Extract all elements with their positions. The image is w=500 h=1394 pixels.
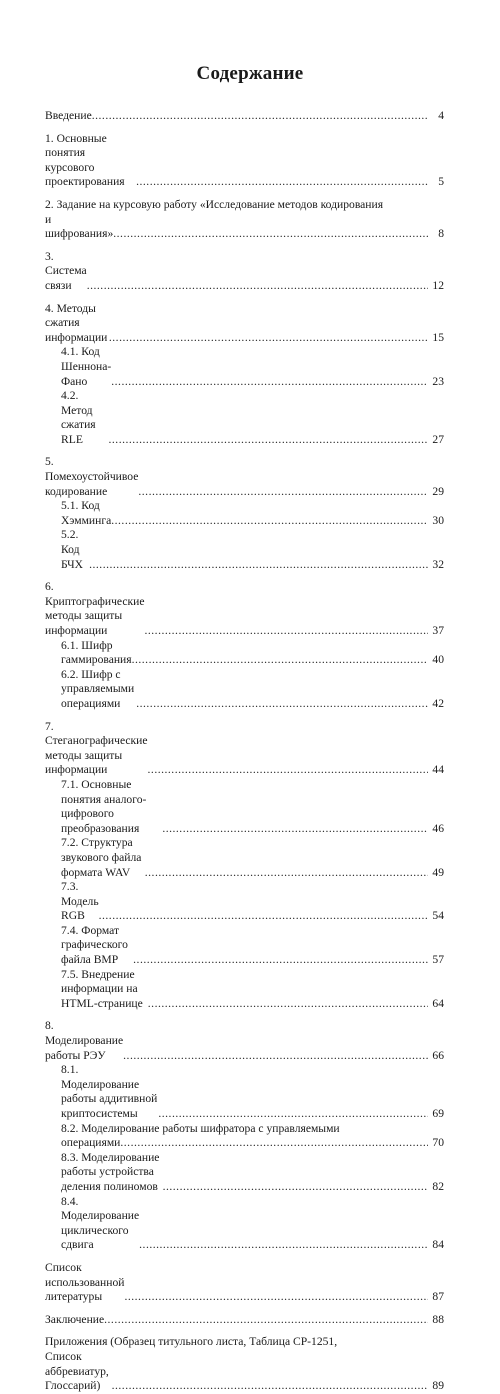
toc-entry-section-7-1 — [45, 778, 444, 836]
dot-leader — [112, 1379, 428, 1394]
page-title: Содержание — [196, 63, 304, 84]
dot-leader — [113, 227, 428, 242]
toc-page-number: 89 — [432, 1379, 444, 1393]
toc-page-number: 8 — [438, 227, 444, 241]
toc-entry-title-line1: Приложения (Образец титульного листа, Таблица СР-1251, — [45, 1335, 338, 1349]
toc-entry-section-2 — [45, 198, 444, 242]
toc-entry-conclusion — [45, 1313, 444, 1328]
toc-page-number: 44 — [432, 763, 444, 777]
toc-page-number: 29 — [432, 484, 444, 498]
toc-page-number: 37 — [432, 624, 444, 637]
toc-entry-section-7 — [45, 720, 444, 778]
toc-entry-section-8-2 — [45, 1122, 444, 1151]
dot-leader — [144, 624, 428, 639]
toc-entry-section-7-4 — [45, 924, 444, 968]
toc-entry-title-line2: операциями — [61, 1136, 121, 1150]
toc-entry-section-5 — [45, 455, 444, 499]
dot-leader — [148, 997, 428, 1012]
dot-leader — [133, 953, 428, 968]
toc-entry-title: 7.1. Основные понятия аналого-цифрового преобразования — [61, 777, 147, 835]
toc-page-number: 70 — [432, 1136, 444, 1150]
toc-page-number: 57 — [432, 953, 444, 967]
toc-page-number: 66 — [432, 1048, 444, 1062]
toc-entry-section-4-1 — [45, 345, 444, 389]
dot-leader — [99, 909, 428, 924]
toc-entry-section-8-3 — [45, 1151, 444, 1195]
toc-page-number: 15 — [432, 330, 444, 344]
toc-entry-section-5-1 — [45, 499, 444, 528]
toc-entry-section-4 — [45, 302, 444, 346]
dot-leader — [132, 653, 428, 668]
dot-leader — [163, 1180, 428, 1195]
dot-leader — [139, 1238, 428, 1253]
toc-entry-title: 8.4. Моделирование циклического сдвига — [61, 1194, 140, 1252]
toc-entry-section-5-2 — [45, 528, 444, 572]
toc-entry-title: 3. Система связи — [45, 249, 87, 292]
toc-entry-section-7-2 — [45, 836, 444, 880]
toc-page-number: 42 — [432, 696, 444, 710]
toc-entry-section-8-4 — [45, 1195, 444, 1253]
toc-page-number: 87 — [432, 1290, 444, 1304]
dot-leader — [92, 109, 428, 124]
dot-leader — [136, 175, 428, 190]
toc-entry-section-7-5 — [45, 968, 444, 1012]
toc-page-number: 82 — [432, 1179, 444, 1193]
dot-leader — [145, 866, 428, 881]
toc-page-number: 4 — [438, 109, 444, 122]
toc-entry-title: 7.3. Модель RGB — [61, 880, 99, 923]
toc-entry-title: 6.2. Шифр с управляемыми операциями — [61, 667, 135, 710]
toc-entry-title: 4. Методы сжатия информации — [45, 301, 108, 344]
toc-entry-title: 7.5. Внедрение информации на HTML-странице — [61, 967, 143, 1010]
dot-leader — [148, 763, 428, 778]
dot-leader — [124, 1290, 428, 1305]
toc-entry-title: Список использованной литературы — [45, 1260, 125, 1304]
toc-entry-title-line2: Список аббревиатур, Глоссарий) — [45, 1349, 109, 1393]
dot-leader — [136, 697, 428, 712]
toc-page-number: 30 — [432, 513, 444, 527]
dot-leader — [123, 1049, 428, 1064]
toc-entry-section-8-1 — [45, 1063, 444, 1121]
toc-entry-title: 7.2. Структура звукового файла формата WAV — [61, 836, 142, 879]
toc-page-number: 46 — [432, 821, 444, 835]
toc-entry-title: 4.2. Метод сжатия RLE — [61, 389, 96, 446]
toc-page-number: 27 — [432, 432, 444, 446]
dot-leader — [87, 279, 428, 294]
toc-entry-title-line1: 8.2. Моделирование работы шифратора с управляемыми — [61, 1121, 340, 1135]
dot-leader — [158, 1107, 428, 1122]
dot-leader — [104, 1313, 428, 1328]
toc-entry-title: 5.1. Код Хэмминга — [61, 499, 112, 527]
toc-entry-section-6-2 — [45, 668, 444, 712]
toc-entry-title: 6.1. Шифр гаммирования — [61, 638, 132, 667]
toc-entry-title: 5. Помехоустойчивое кодирование — [45, 455, 139, 498]
toc-entry-title: 8.3. Моделирование работы устройства деления полиномов — [61, 1150, 160, 1193]
toc-page-number: 54 — [432, 909, 444, 923]
toc-entry-title: 5.2. Код БЧХ — [61, 528, 83, 571]
toc-entry-title-line1: 2. Задание на курсовую работу «Исследование методов кодирования — [45, 197, 384, 211]
dot-leader — [109, 331, 428, 346]
toc-entry-title-line2: и шифрования» — [45, 212, 114, 241]
toc-entry-section-6 — [45, 580, 444, 638]
toc-entry-section-1 — [45, 132, 444, 190]
toc-page-number: 23 — [432, 374, 444, 388]
toc-entry-references — [45, 1261, 444, 1305]
toc-entry-title: 8.1. Моделирование работы аддитивной криптосистемы — [61, 1063, 158, 1120]
toc-entry-title: 6. Криптографические методы защиты информации — [45, 580, 145, 637]
toc-page-number: 49 — [432, 865, 444, 879]
table-of-contents — [45, 109, 444, 1394]
toc-entry-section-7-3 — [45, 880, 444, 924]
toc-entry-title: 7.4. Формат графического файла BMP — [61, 923, 128, 967]
dot-leader — [89, 558, 428, 573]
toc-page-number: 88 — [432, 1312, 444, 1326]
toc-entry-intro — [45, 109, 444, 124]
dot-leader — [111, 375, 428, 390]
toc-page-number: 64 — [432, 996, 444, 1010]
toc-page-number: 84 — [432, 1238, 444, 1252]
dot-leader — [138, 485, 428, 500]
dot-leader — [162, 822, 428, 837]
toc-entry-section-6-1 — [45, 639, 444, 668]
toc-entry-title: Заключение — [45, 1312, 105, 1326]
toc-entry-title: 1. Основные понятия курсового проектирования — [45, 131, 125, 189]
toc-entry-section-4-2 — [45, 389, 444, 447]
toc-page-number: 12 — [432, 278, 444, 292]
dot-leader — [111, 514, 428, 529]
toc-page-number: 5 — [438, 175, 444, 189]
toc-entry-section-8 — [45, 1019, 444, 1063]
toc-entry-title: Введение — [45, 109, 92, 122]
dot-leader — [109, 433, 429, 448]
toc-page-number: 40 — [432, 653, 444, 667]
toc-entry-appendices — [45, 1335, 444, 1393]
dot-leader — [120, 1136, 428, 1151]
toc-entry-title: 4.1. Код Шеннона-Фано — [61, 345, 112, 388]
toc-entry-title: 8. Моделирование работы РЭУ — [45, 1019, 124, 1062]
toc-entry-section-3 — [45, 250, 444, 294]
toc-page-number: 32 — [432, 557, 444, 571]
toc-entry-title: 7. Стеганографические методы защиты информации — [45, 719, 148, 777]
toc-page-number: 69 — [432, 1107, 444, 1120]
